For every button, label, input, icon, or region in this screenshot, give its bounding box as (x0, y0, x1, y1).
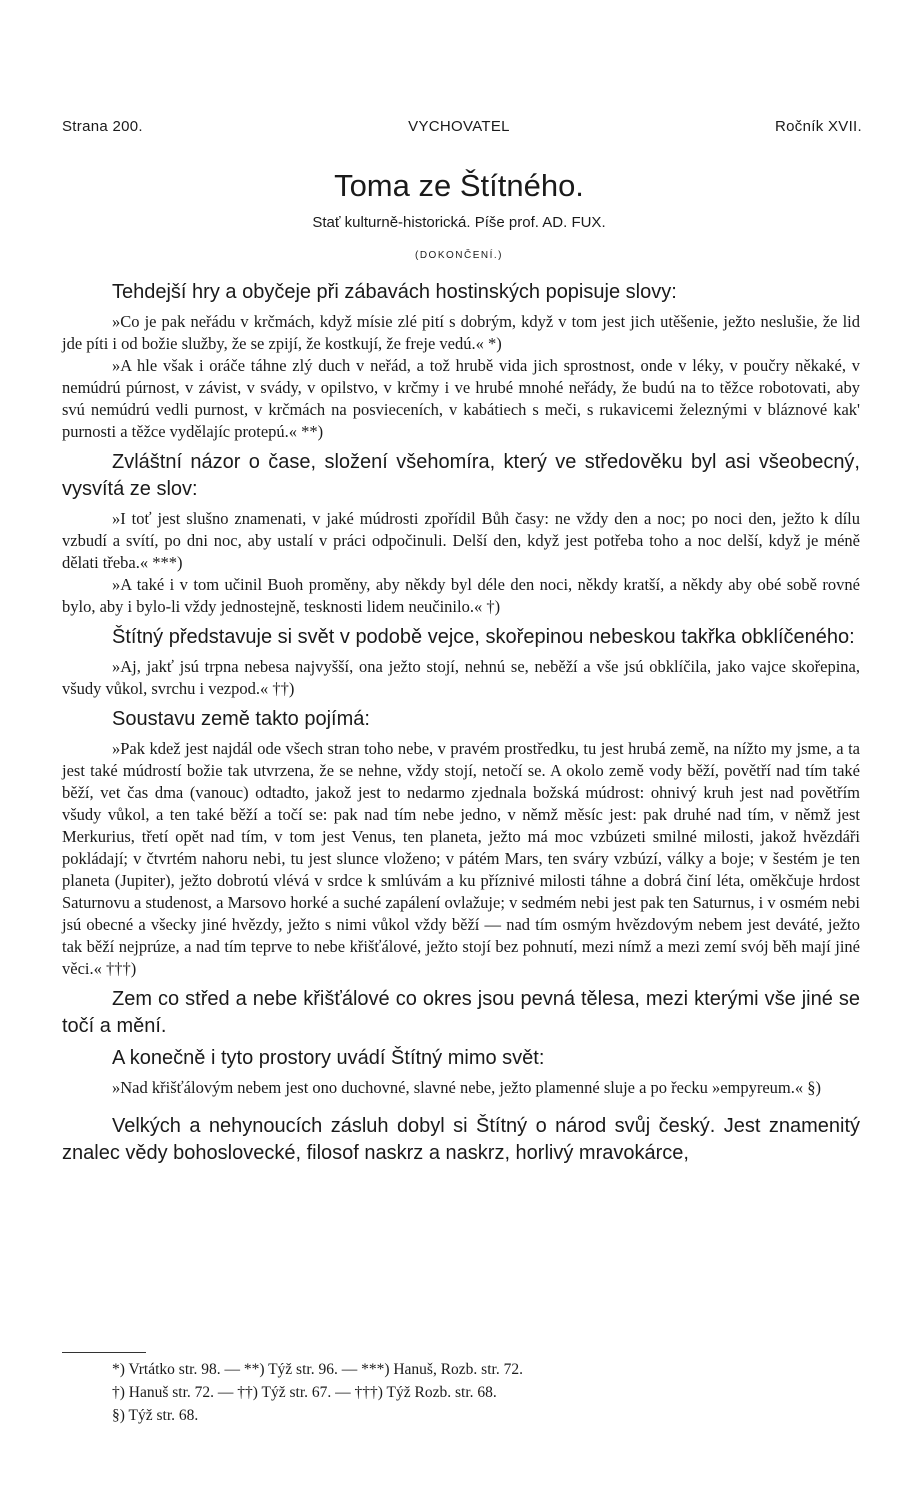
footnote-line: †) Hanuš str. 72. — ††) Týž str. 67. — †††) Týž Rozb. str. 68. (112, 1384, 497, 1401)
running-head-journal-title: VYCHOVATEL (408, 118, 510, 135)
quotation: »Nad křišťálovým nebem jest ono duchovné, slavné nebe, ježto plamenné sluje a po řecku »empyreum.« §) (112, 1078, 822, 1097)
running-head-page-number: Strana 200. (62, 118, 143, 135)
paragraph: Štítný představuje si svět v podobě vejce, skořepinou nebeskou takřka obklíčeného: (112, 626, 855, 648)
article-body (62, 276, 860, 1172)
quotation: »Pak kdež jest najdál ode všech stran toho nebe, v pravém prostředku, tu jest hrubá země, na nížto my jsme, a ta jest také múdrostí božie tak utvrzena, že se nehne, vždy stojí, netočí se. A okolo země vody běží, povětří nad tím také běží, vet čas dma (vanouc) odtadto, jakož jest to nedarmo zjednala božská múdrost: ohnivý kruh jest nad povětřím všudy vůkol, a ten také běží a točí se: pak nad tím nebe jedno, v němž měsíc jest: pak druhé nad tím, v němž jest Merkurius, třetí opět nad tím, v tom jest Venus, ten planeta, ježto má moc vzbúzeti smilné milosti, jakož hvězdáři pokládají; v čtvrtém nahoru nebi, tu jest slunce vloženo; v pátém Mars, ten sváry vzbúzí, války a boje; v šestém je ten planeta (Jupiter), ježto dobrotú vlévá v srdce k smlúvám a ku příznivé milosti táhne a dobrá činí léta, oměkčuje hrdost Saturnovu a studenost, a Marsovo horké a suché zapálení ovlažuje; v sedmém nebi jest pak ten Saturnus, i v osmém nebi jsú obecné a všecky jiné hvězdy, ježto s nimi vůkol vždy běží — nad tím osmým hvězdovým nebem jest deváté, ježto tak běží nejprúze, a nad tím teprve to nebe křišťálové, ježto stojí bez pohnutí, mezi nímž a mezi zemí svój běh mají jiné věci.« †††) (62, 739, 860, 978)
paragraph: Zem co střed a nebe křišťálové co okres jsou pevná tělesa, mezi kterými vše jiné se točí a mění. (62, 988, 860, 1037)
paragraph: A konečně i tyto prostory uvádí Štítný mimo svět: (112, 1047, 545, 1069)
paragraph: Zvláštní názor o čase, složení všehomíra, který ve středověku byl asi všeobecný, vysvítá ze slov: (62, 451, 860, 500)
quotation: »Co je pak neřádu v krčmách, když mísie zlé pití s dobrým, když v tom jest jich utěšenie, ježto neslušie, že lid jde píti i od božie služby, že se zpijí, že kostkují, že freje vedú.« *) (62, 312, 860, 353)
continuation-note: (DOKONČENÍ.) (415, 250, 503, 261)
footnote-line: §) Týž str. 68. (112, 1407, 199, 1424)
footnotes (112, 1358, 523, 1427)
quotation: »I toť jest slušno znamenati, v jaké múdrosti zpořídil Bůh časy: ne vždy den a noc; po noci den, ježto k dílu vzbudí a svítí, po dni noc, aby ustalí v práci odpočinuli. Delší den, když jest potřeba toho a noc delší, když je méně dělati třeba.« ***) (62, 509, 860, 572)
running-head-volume: Ročník XVII. (775, 118, 862, 135)
quotation: »A hle však i oráče táhne zlý duch v neřád, a tož hrubě vida jich sprostnost, onde v léky, v poučry někaké, v nemúdrú púrnost, v závist, v svády, v opilstvo, v krčmy i ve hrubé mnohé neřády, že budú na to těžce robotovati, aby svú nemúdrú vedli purnost, v krčmách na posvieceních, v kabátiech s meči, s rukavicemi železnými v bláznové kak' purnosti a těžce vydělajíc protepú.« **) (62, 356, 860, 441)
paragraph: Velkých a nehynoucích zásluh dobyl si Štítný o národ svůj český. Jest znamenitý znalec vědy bohoslovecké, filosof naskrz a naskrz, horlivý mravokárce, (62, 1115, 860, 1164)
article-subtitle: Stať kulturně-historická. Píše prof. AD. FUX. (312, 214, 606, 231)
footnote-divider (62, 1352, 146, 1353)
paragraph: Tehdejší hry a obyčeje při zábavách hostinských popisuje slovy: (112, 281, 677, 303)
footnote-line: *) Vrtátko str. 98. — **) Týž str. 96. — ***) Hanuš, Rozb. str. 72. (112, 1361, 523, 1378)
quotation: »Aj, jakť jsú trpna nebesa najvyšší, ona ježto stojí, nehnú se, neběží a vše jsú obklíčila, jako vajce skořepina, všudy vůkol, svrchu i vezpod.« ††) (62, 657, 860, 698)
paragraph: Soustavu země takto pojímá: (112, 708, 370, 730)
article-title: Toma ze Štítného. (334, 168, 584, 203)
quotation: »A také i v tom učinil Buoh proměny, aby někdy byl déle den noci, někdy kratší, a někdy aby obé sobě rovné bylo, aby i bylo-li vždy jednostejně, tesknosti lidem neučinilo.« †) (62, 575, 860, 616)
